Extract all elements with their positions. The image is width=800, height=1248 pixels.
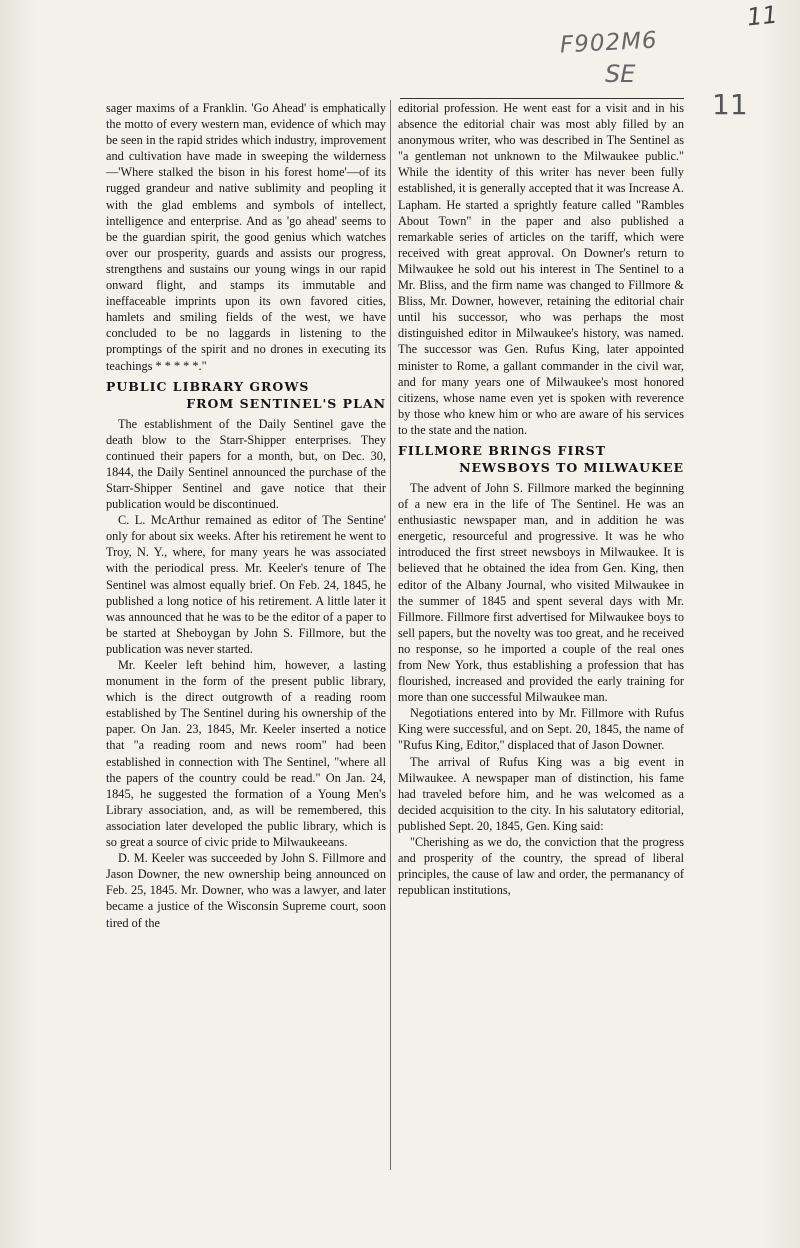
article-paragraph: Mr. Keeler left behind him, however, a lasting monument in the form of the present public library, which is the direct outgrowth of a reading room established by The Sentinel during his ownership of the paper. On Jan. 23, 1845, Mr. Keeler inserted a notice that "a reading room and news room" had been established in connection with The Sentinel, "where all the papers of the country could be read." On Jan. 24, 1845, he suggested the formation of a Young Men's Library association, and, as will be remembered, this association later developed the public library, which is so great a source of civic pride to Milwaukeeans.	[106, 658, 386, 850]
page-number-annotation: 11	[746, 0, 780, 32]
section-heading	[106, 378, 386, 412]
heading-line-1: PUBLIC LIBRARY GROWS	[106, 378, 310, 394]
section-heading	[398, 442, 684, 476]
article-paragraph: "Cherishing as we do, the conviction that the progress and prosperity of the country, the spread of liberal principles, the cause of law and order, the permanancy of republican institutions,	[398, 835, 684, 898]
article-paragraph: D. M. Keeler was succeeded by John S. Fillmore and Jason Downer, the new ownership being announced on Feb. 25, 1845. Mr. Downer, who was a lawyer, and later became a justice of the Wisconsin Supreme court, soon tired of the	[106, 851, 386, 930]
article-paragraph: editorial profession. He went east for a visit and in his absence the editorial chair was most ably filled by an anonymous writer, who was described in The Sentinel as "a gentleman not unknown to the Milwaukee public." While the identity of this writer has never been fully established, it is generally accepted that it was Increase A. Lapham. He started a sprightly feature called "Rambles About Town" in the paper and also published a remarkable series of articles on the tariff, which were received with great approval. On Downer's return to Milwaukee he sold out his interest in The Sentinel to a Mr. Bliss, and the firm name was changed to Fillmore & Bliss, Mr. Downer, however, retaining the editorial chair until his successor, who was perhaps the most distinguished editor in Milwaukee's history, was named. The successor was Gen. Rufus King, later appointed minister to Rome, a gallant commander in the civil war, and for many years one of Milwaukee's most honored citizens, whose name even yet is spoken with reverence by those who knew him or who are aware of his services to the state and the nation.	[398, 101, 684, 437]
heading-line-2: NEWSBOYS TO MILWAUKEE	[459, 459, 684, 475]
right-column-top-rule	[400, 98, 684, 99]
article-paragraph: Negotiations entered into by Mr. Fillmore with Rufus King were successful, and on Sept. 20, 1845, the name of "Rufus King, Editor," displaced that of Jason Downer.	[398, 706, 684, 753]
side-mark-annotation: 11	[712, 88, 748, 121]
article-paragraph: The establishment of the Daily Sentinel gave the death blow to the Starr-Shipper enterprises. They continued their papers for a month, but, on Dec. 30, 1844, the Daily Sentinel announced the purchase of the Starr-Shipper Sentinel and gave notice that their publication would be discontinued.	[106, 416, 386, 512]
right-column	[398, 100, 684, 898]
catalog-code-annotation: F902M6	[559, 27, 659, 59]
article-paragraph: The arrival of Rufus King was a big event in Milwaukee. A newspaper man of distinction, his fame had traveled before him, and he was welcomed as a decided acquisition to the city. In his salutatory editorial, published Sept. 20, 1845, Gen. King said:	[398, 754, 684, 833]
article-paragraph: sager maxims of a Franklin. 'Go Ahead' is emphatically the motto of every western man, evidence of which may be seen in the rapid strides which industry, improvement and cultivation have made in sweeping the wilderness—'Where stalked the bison in his forest home'—of its rugged grandeur and native sublimity and peopling it with the glad emblems and symbols of intellect, intelligence and enterprise. And as 'go ahead' seems to be the guardian spirit, the good genius which watches over our prosperity, guards and assists our progress, strengthens and sustains our young wings in our rapid onward flight, and stamps its immutable and ineffaceable imprints upon its own favored cities, hamlets and smiling fields of the west, we have concluded to be no laggards in listening to the promptings of the spirit and no drones in executing its teachings * * * * *."	[106, 101, 386, 373]
article-paragraph: C. L. McArthur remained as editor of The Sentine' only for about six weeks. After his retirement he went to Troy, N. Y., where, for many years he was associated with the periodical press. Mr. Keeler's tenure of The Sentinel was almost equally brief. On Feb. 24, 1845, he published a long notice of his retirement. A little later it was announced that he was to be the editor of a paper to be started at Sheboygan by John S. Fillmore, but the publication was never started.	[106, 513, 386, 656]
catalog-sub-annotation: SE	[605, 60, 636, 88]
article-paragraph: The advent of John S. Fillmore marked the beginning of a new era in the life of The Sentinel. He was an enthusiastic newspaper man, and in addition he was energetic, resourceful and progressive. It was he who introduced the first street newsboys in Milwaukee. It is believed that he obtained the idea from Gen. King, then editor of the Albany Journal, who visited Milwaukee in the summer of 1845 and spent several days with Mr. Fillmore. Fillmore first advertised for Milwaukee boys to sell papers, but the novelty was too great, and he received no response, so he imported a couple of the real ones from New York, thus establishing a profession that has flourished, increased and provided the early training for more than one successful Milwaukee man.	[398, 480, 684, 705]
left-column	[106, 100, 386, 931]
heading-line-2: FROM SENTINEL'S PLAN	[186, 395, 386, 411]
column-divider	[390, 100, 391, 1170]
heading-line-1: FILLMORE BRINGS FIRST	[398, 442, 607, 458]
